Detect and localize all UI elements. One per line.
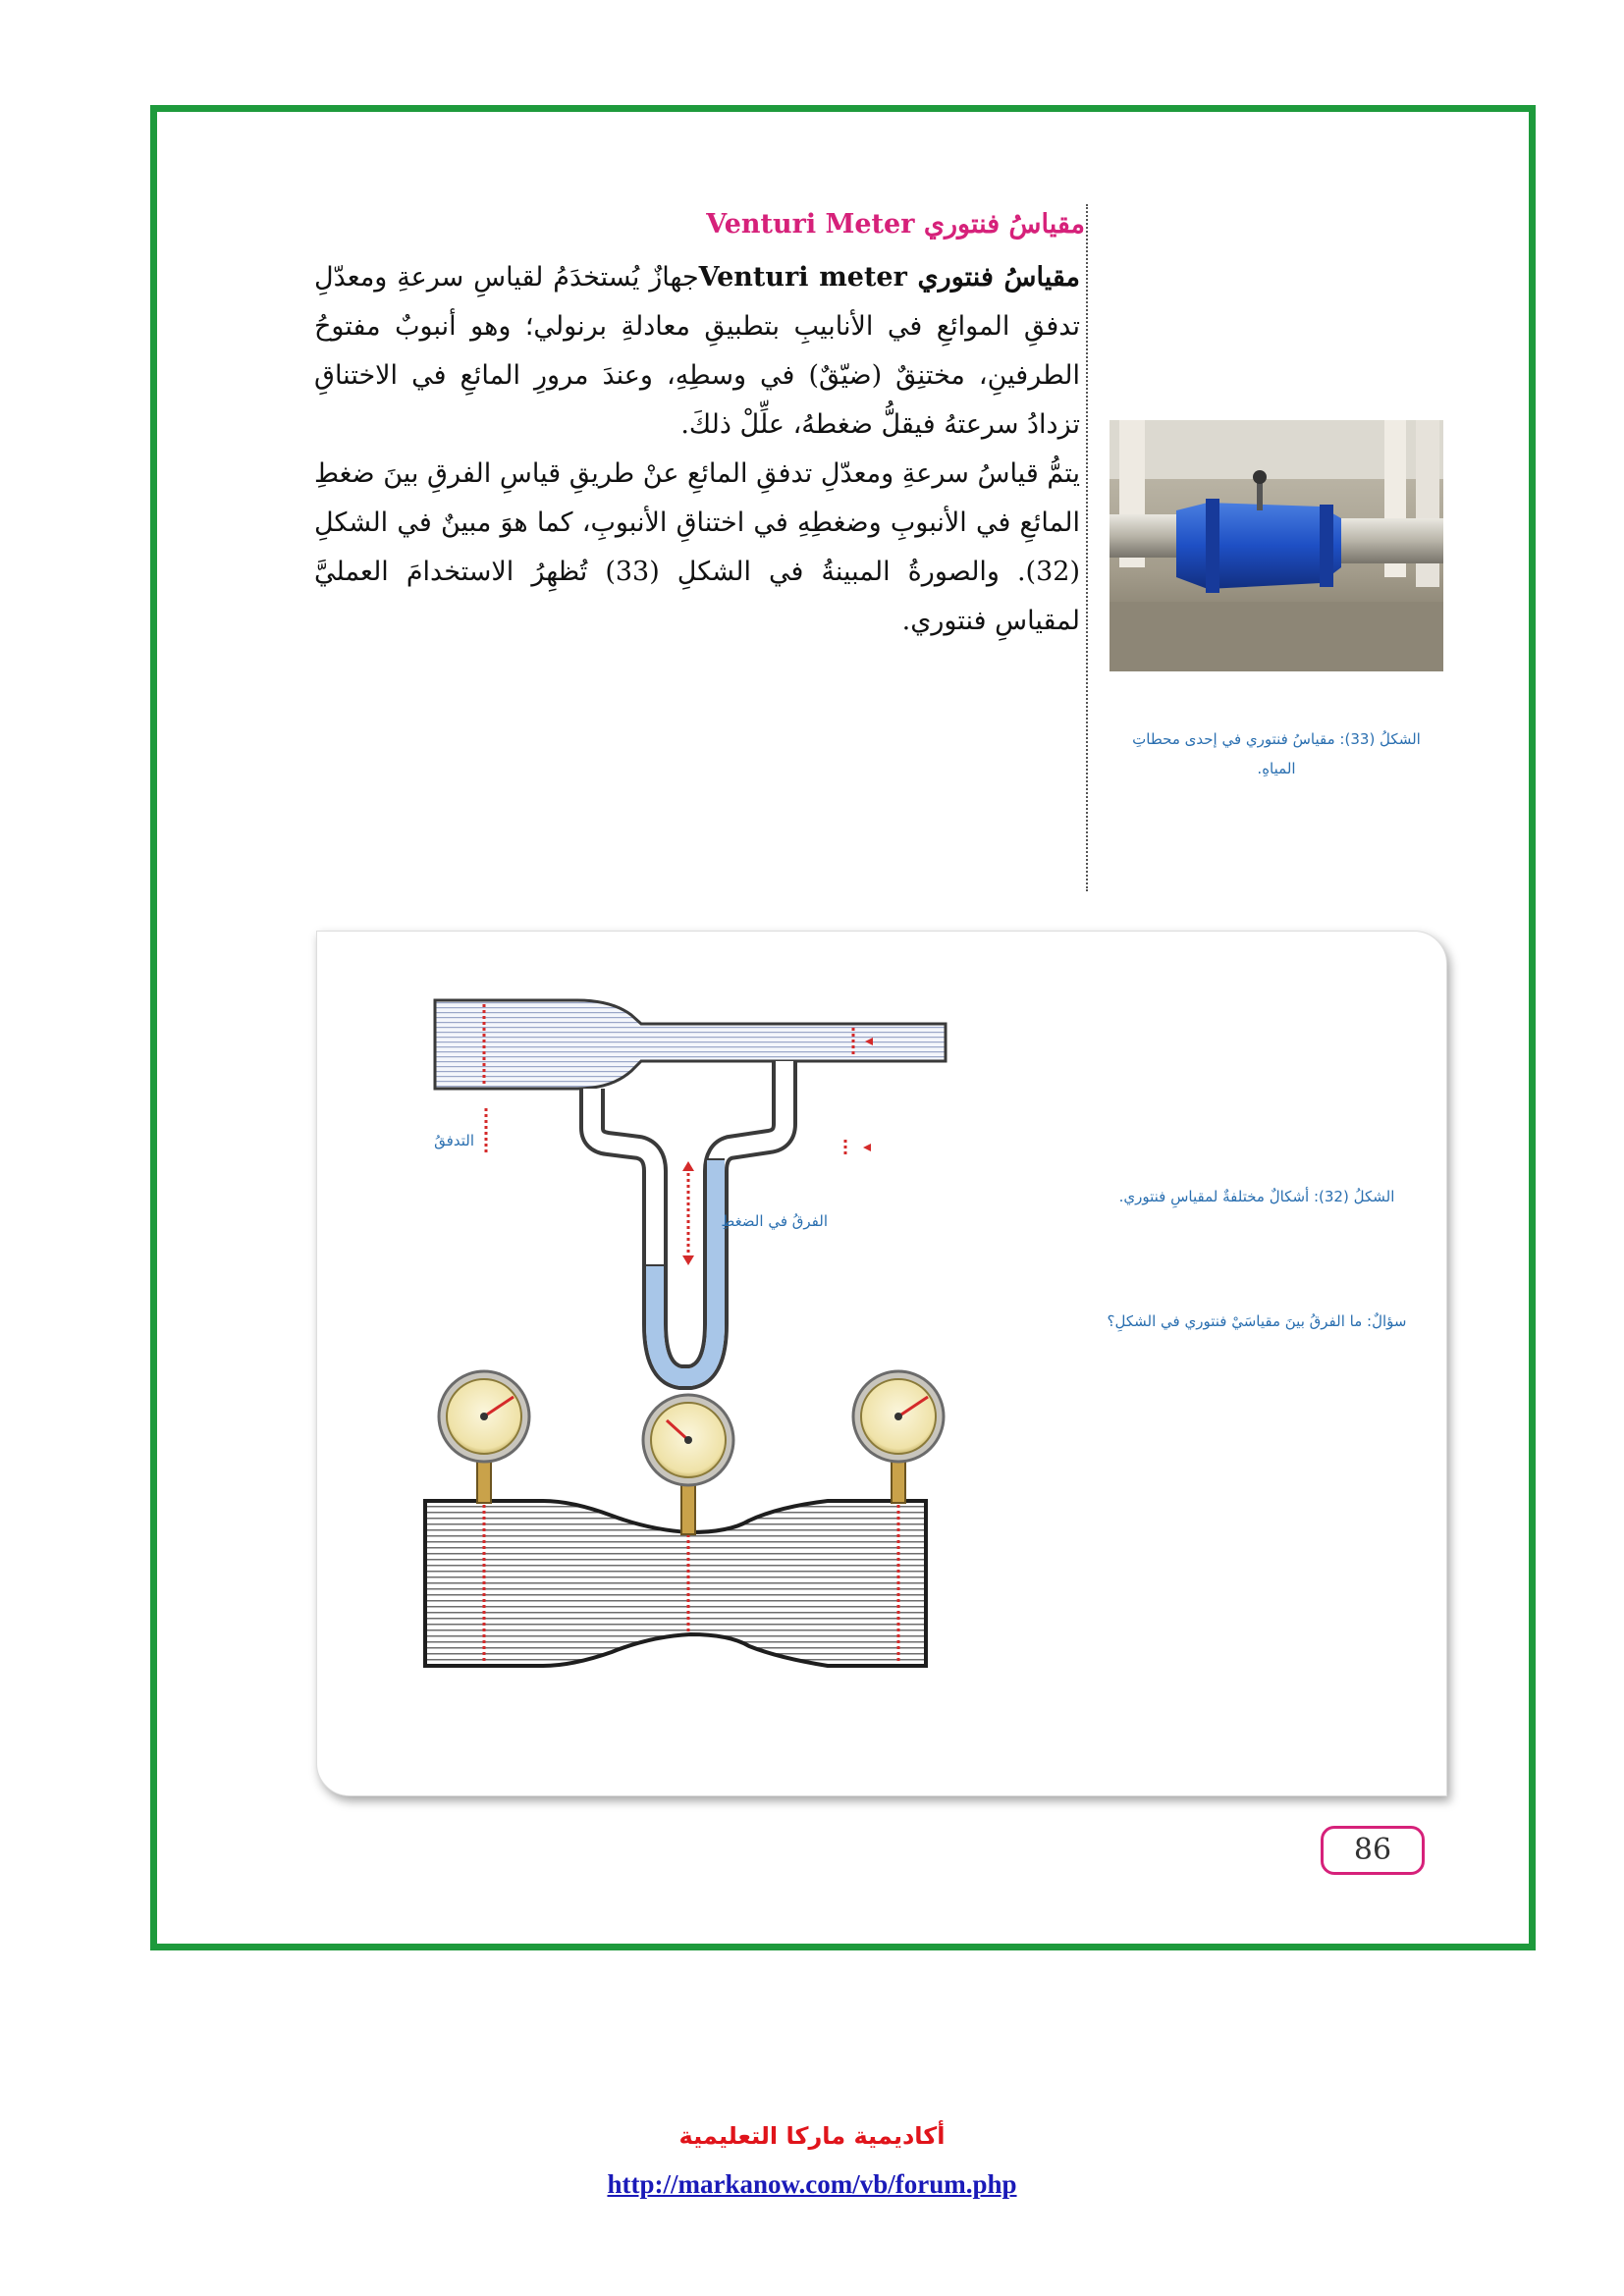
figure-32-box: [316, 931, 1447, 1796]
page-number: 86: [1321, 1826, 1425, 1875]
pressure-gauge-middle: [643, 1395, 733, 1485]
pressure-gauge-right: [853, 1371, 944, 1462]
pressure-difference-label: الفرقُ في الضغطِ: [721, 1212, 828, 1230]
body-text: [314, 253, 1080, 646]
figure-33-caption: الشكلُ (33): مقياسُ فنتوري في إحدى محطاتِ المياهِ.: [1132, 730, 1421, 777]
figure-32-caption: الشكلُ (32): أشكالٌ مختلفةٌ لمقياسِ فنتوري.: [1118, 1188, 1395, 1205]
pressure-gauge-left: [439, 1371, 529, 1462]
paragraph-1-term: مقياسُ فنتوري Venturi meter: [698, 262, 1081, 293]
paragraph-2: يتمُّ قياسُ سرعةِ ومعدّلِ تدفقِ المائعِ عنْ طريقِ قياسِ الفرقِ بينَ ضغطِ المائعِ في الأنبوبِ وضغطِهِ في اختناقِ الأنبوبِ، كما هوَ مبينٌ في الشكلِ (32). والصورةُ المبينةُ في الشكلِ (33) تُظهِرُ الاستخدامَ العمليَّ لمقياسِ فنتوري.: [314, 458, 1080, 636]
figure-32-question: سؤالٌ: ما الفرقُ بينَ مقياسَيْ فنتوري في الشكلِ؟: [1107, 1312, 1407, 1330]
section-title: مقياسُ فنتوري Venturi Meter: [706, 209, 1085, 240]
column-separator: [1086, 204, 1088, 891]
flow-label: التدفقُ: [434, 1132, 474, 1149]
venturi-meter-photo: [1110, 420, 1443, 671]
paragraph-1: [314, 253, 1080, 450]
paragraph-1-text: جهازٌ يُستخدَمُ لقياسِ سرعةِ ومعدّلِ تدفقِ الموائعِ في الأنابيبِ بتطبيقِ معادلةِ برنولي؛ وهو أنبوبٌ مفتوحُ الطرفينِ، مختنِقٌ (ضيّقٌ) في وسطِهِ، وعندَ مرورِ المائعِ في الاختناقِ تزدادُ سرعتهُ فيقلُّ ضغطهُ، علِّلْ ذلكَ.: [314, 262, 1080, 440]
footer-link[interactable]: http://markanow.com/vb/forum.php: [607, 2169, 1017, 2199]
footer-academy-name: أكاديمية ماركا التعليمية: [678, 2122, 946, 2150]
venturi-diagrams: [317, 932, 1446, 1795]
